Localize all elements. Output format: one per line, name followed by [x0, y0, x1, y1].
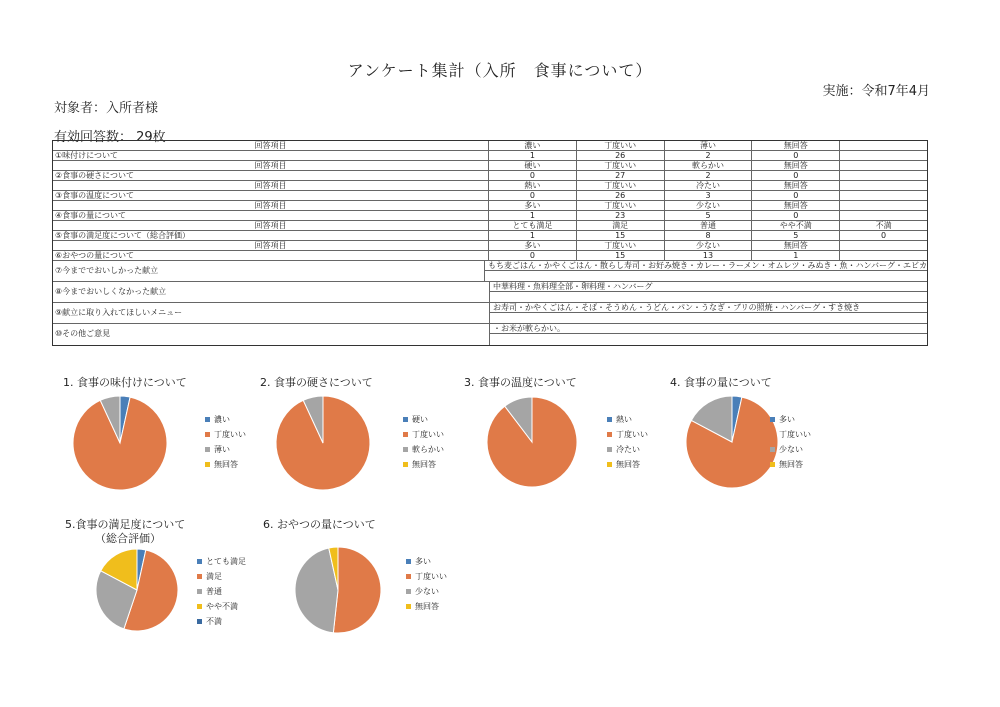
page-title: アンケート集計（入所 食事について）: [347, 61, 653, 80]
legend-label: 硬い: [412, 415, 428, 424]
question-row: [53, 151, 927, 161]
legend-item: [205, 442, 246, 457]
answer-option: 無回答: [751, 181, 839, 190]
question-label: ⑤食事の満足度について（総合評価）: [55, 231, 191, 240]
answer-count: 2: [664, 151, 752, 160]
answer-option: [839, 241, 927, 250]
pie-chart: [55, 368, 255, 503]
answer-option: 冷たい: [664, 181, 752, 190]
answer-option: 普通: [664, 221, 752, 230]
legend-swatch: [205, 447, 210, 452]
answer-option: 薄い: [664, 141, 752, 150]
question-label: ②食事の硬さについて: [55, 171, 135, 180]
answer-option: [839, 161, 927, 170]
free-question-label: ⑧今までおいしくなかった献立: [55, 287, 167, 296]
legend-item: [607, 442, 648, 457]
answer-count: 0: [751, 171, 839, 180]
answer-option: 丁度いい: [576, 161, 664, 170]
free-answer-row: [53, 324, 927, 345]
legend-item: [607, 427, 648, 442]
free-question-label: ⑦今まででおいしかった献立: [55, 266, 159, 275]
legend-swatch: [197, 604, 202, 609]
legend-label: 無回答: [214, 460, 238, 469]
answer-count: 23: [576, 211, 664, 220]
legend-label: 丁度いい: [616, 430, 648, 439]
answer-header-row: [53, 181, 927, 191]
answer-count: 0: [488, 171, 576, 180]
free-answer-row: [53, 261, 927, 282]
legend-swatch: [197, 589, 202, 594]
question-label: ①味付けについて: [55, 151, 119, 160]
legend-swatch: [197, 559, 202, 564]
legend-swatch: [406, 559, 411, 564]
chart-legend: [205, 412, 246, 472]
answer-option: [839, 141, 927, 150]
legend-label: 丁度いい: [415, 572, 447, 581]
legend-swatch: [403, 417, 408, 422]
answer-header-row: [53, 201, 927, 211]
survey-date: 実施：令和7年4月: [822, 84, 930, 99]
legend-item: [406, 599, 447, 614]
legend-swatch: [607, 417, 612, 422]
pie-chart: [55, 510, 255, 645]
answer-header-label: 回答項目: [254, 161, 287, 170]
legend-swatch: [403, 462, 408, 467]
legend-swatch: [607, 432, 612, 437]
answer-header-label: 回答項目: [254, 141, 287, 150]
legend-item: [197, 599, 246, 614]
legend-swatch: [406, 589, 411, 594]
answer-option: 軟らかい: [664, 161, 752, 170]
legend-item: [403, 412, 444, 427]
question-row: [53, 251, 927, 261]
legend-swatch: [770, 417, 775, 422]
answer-header-row: [53, 221, 927, 231]
answer-count: 27: [576, 171, 664, 180]
answer-count: 0: [751, 211, 839, 220]
pie-chart: [258, 368, 458, 503]
answer-option: 少ない: [664, 241, 752, 250]
answer-count: 1: [751, 251, 839, 260]
free-answer-cell: [489, 303, 927, 323]
legend-item: [403, 457, 444, 472]
free-question-label: ⑩その他ご意見: [55, 329, 111, 338]
legend-swatch: [197, 574, 202, 579]
answer-option: 濃い: [488, 141, 576, 150]
answer-option: 多い: [488, 201, 576, 210]
legend-swatch: [403, 447, 408, 452]
legend-item: [607, 457, 648, 472]
question-row: [53, 171, 927, 181]
legend-label: 普通: [206, 587, 222, 596]
legend-item: [205, 457, 246, 472]
legend-swatch: [607, 447, 612, 452]
free-answer-row: [53, 282, 927, 303]
question-label: ③食事の温度について: [55, 191, 135, 200]
free-answer-text: 中華料理・魚料理全部・卵料理・ハンバーグ: [490, 282, 927, 292]
free-answer-blank: [490, 313, 927, 323]
answer-option: 多い: [488, 241, 576, 250]
answer-count: 1: [488, 211, 576, 220]
chart-title: 1. 食事の味付けについて: [63, 376, 187, 389]
answer-count: 15: [576, 251, 664, 260]
chart-title: 3. 食事の温度について: [464, 376, 577, 389]
legend-swatch: [205, 462, 210, 467]
answer-option: 丁度いい: [576, 201, 664, 210]
question-label: ⑥おやつの量について: [55, 251, 135, 260]
answer-option: 満足: [576, 221, 664, 230]
chart-legend: [197, 554, 246, 629]
answer-header-label: 回答項目: [254, 181, 287, 190]
chart-title: 2. 食事の硬さについて: [260, 376, 373, 389]
legend-label: 濃い: [214, 415, 230, 424]
legend-label: やや不満: [206, 602, 238, 611]
legend-item: [607, 412, 648, 427]
chart-legend: [770, 412, 811, 472]
legend-label: 軟らかい: [412, 445, 444, 454]
answer-option: [839, 181, 927, 190]
legend-label: 無回答: [415, 602, 439, 611]
answer-header-label: 回答項目: [254, 201, 287, 210]
legend-item: [197, 554, 246, 569]
question-row: [53, 191, 927, 201]
legend-item: [205, 412, 246, 427]
answer-option: 無回答: [751, 241, 839, 250]
legend-item: [197, 584, 246, 599]
answer-count: 8: [664, 231, 752, 240]
answer-option: 丁度いい: [576, 181, 664, 190]
answer-option: 少ない: [664, 201, 752, 210]
question-row: [53, 211, 927, 221]
pie-chart: [258, 510, 458, 645]
answer-option: 熱い: [488, 181, 576, 190]
valid-response-count: 有効回答数： 29枚: [54, 130, 166, 145]
legend-swatch: [770, 432, 775, 437]
chart-legend: [607, 412, 648, 472]
legend-swatch: [197, 619, 202, 624]
legend-swatch: [406, 574, 411, 579]
legend-label: 無回答: [616, 460, 640, 469]
answer-option: 無回答: [751, 201, 839, 210]
answer-header-label: 回答項目: [254, 221, 287, 230]
pie-svg: [665, 368, 865, 503]
legend-label: 多い: [779, 415, 795, 424]
answer-count: 0: [751, 191, 839, 200]
answer-count: 1: [488, 151, 576, 160]
free-answer-blank: [485, 271, 927, 281]
legend-label: 無回答: [779, 460, 803, 469]
legend-item: [770, 427, 811, 442]
pie-slice: [333, 547, 381, 633]
legend-item: [770, 442, 811, 457]
legend-label: 多い: [415, 557, 431, 566]
legend-label: 丁度いい: [412, 430, 444, 439]
free-answer-blank: [490, 334, 927, 345]
legend-item: [770, 412, 811, 427]
legend-item: [403, 427, 444, 442]
free-answer-text: お寿司・かやくごはん・そば・そうめん・うどん・パン・うなぎ・ブリの照焼・ハンバーグ・すき焼き: [490, 303, 927, 313]
legend-swatch: [403, 432, 408, 437]
pie-chart: [462, 368, 662, 503]
answer-header-row: [53, 241, 927, 251]
chart-subtitle: （総合評価）: [95, 532, 161, 545]
answer-count: [839, 211, 927, 220]
legend-item: [770, 457, 811, 472]
answer-count: 0: [488, 251, 576, 260]
answer-option: 無回答: [751, 161, 839, 170]
legend-item: [403, 442, 444, 457]
pie-chart: [665, 368, 865, 503]
legend-label: 無回答: [412, 460, 436, 469]
legend-label: 少ない: [779, 445, 803, 454]
answer-count: 15: [576, 231, 664, 240]
legend-label: 少ない: [415, 587, 439, 596]
answer-option: 不満: [839, 221, 927, 230]
chart-title: 4. 食事の量について: [670, 376, 772, 389]
answer-option: やや不満: [751, 221, 839, 230]
answer-count: 0: [751, 151, 839, 160]
legend-label: 丁度いい: [779, 430, 811, 439]
legend-item: [406, 569, 447, 584]
answer-count: 0: [839, 231, 927, 240]
legend-swatch: [770, 447, 775, 452]
answer-option: 丁度いい: [576, 241, 664, 250]
legend-label: 不満: [206, 617, 222, 626]
legend-swatch: [205, 417, 210, 422]
legend-label: 薄い: [214, 445, 230, 454]
chart-legend: [406, 554, 447, 614]
free-answer-cell: [489, 324, 927, 345]
answer-count: 3: [664, 191, 752, 200]
answer-option: 硬い: [488, 161, 576, 170]
answer-count: 0: [488, 191, 576, 200]
answer-count: 1: [488, 231, 576, 240]
chart-title: 5.食事の満足度について: [65, 518, 186, 531]
answer-count: 5: [664, 211, 752, 220]
answer-count: 2: [664, 171, 752, 180]
legend-label: とても満足: [206, 557, 246, 566]
answer-count: [839, 171, 927, 180]
free-answer-text: もち麦ごはん・かやくごはん・散らし寿司・お好み焼き・カレー・ラーメン・オムレツ・みぬき・魚・ハンバーグ・エビカ: [485, 261, 927, 271]
legend-swatch: [607, 462, 612, 467]
free-question-label: ⑨献立に取り入れてほしいメニュー: [55, 308, 183, 317]
answer-count: 26: [576, 191, 664, 200]
answer-header-row: [53, 161, 927, 171]
legend-swatch: [406, 604, 411, 609]
legend-swatch: [205, 432, 210, 437]
answer-option: 丁度いい: [576, 141, 664, 150]
chart-legend: [403, 412, 444, 472]
question-label: ④食事の量について: [55, 211, 127, 220]
free-answer-row: [53, 303, 927, 324]
answer-count: 13: [664, 251, 752, 260]
legend-label: 冷たい: [616, 445, 640, 454]
legend-item: [406, 584, 447, 599]
answer-option: [839, 201, 927, 210]
answer-count: [839, 251, 927, 260]
chart-title: 6. おやつの量について: [263, 518, 376, 531]
answer-header-label: 回答項目: [254, 241, 287, 250]
answer-count: [839, 151, 927, 160]
answer-option: とても満足: [488, 221, 576, 230]
answer-option: 無回答: [751, 141, 839, 150]
survey-table: [52, 140, 928, 346]
legend-item: [406, 554, 447, 569]
free-answer-cell: [484, 261, 927, 281]
free-answer-cell: [489, 282, 927, 302]
legend-label: 満足: [206, 572, 222, 581]
legend-item: [197, 569, 246, 584]
answer-count: 26: [576, 151, 664, 160]
legend-swatch: [770, 462, 775, 467]
legend-label: 熱い: [616, 415, 632, 424]
survey-target: 対象者：入所者様: [54, 101, 159, 116]
legend-label: 丁度いい: [214, 430, 246, 439]
answer-count: [839, 191, 927, 200]
answer-count: 5: [751, 231, 839, 240]
legend-item: [205, 427, 246, 442]
free-answer-blank: [490, 292, 927, 302]
legend-item: [197, 614, 246, 629]
question-row: [53, 231, 927, 241]
answer-header-row: [53, 141, 927, 151]
free-answer-text: ・お米が軟らかい。: [490, 324, 927, 334]
